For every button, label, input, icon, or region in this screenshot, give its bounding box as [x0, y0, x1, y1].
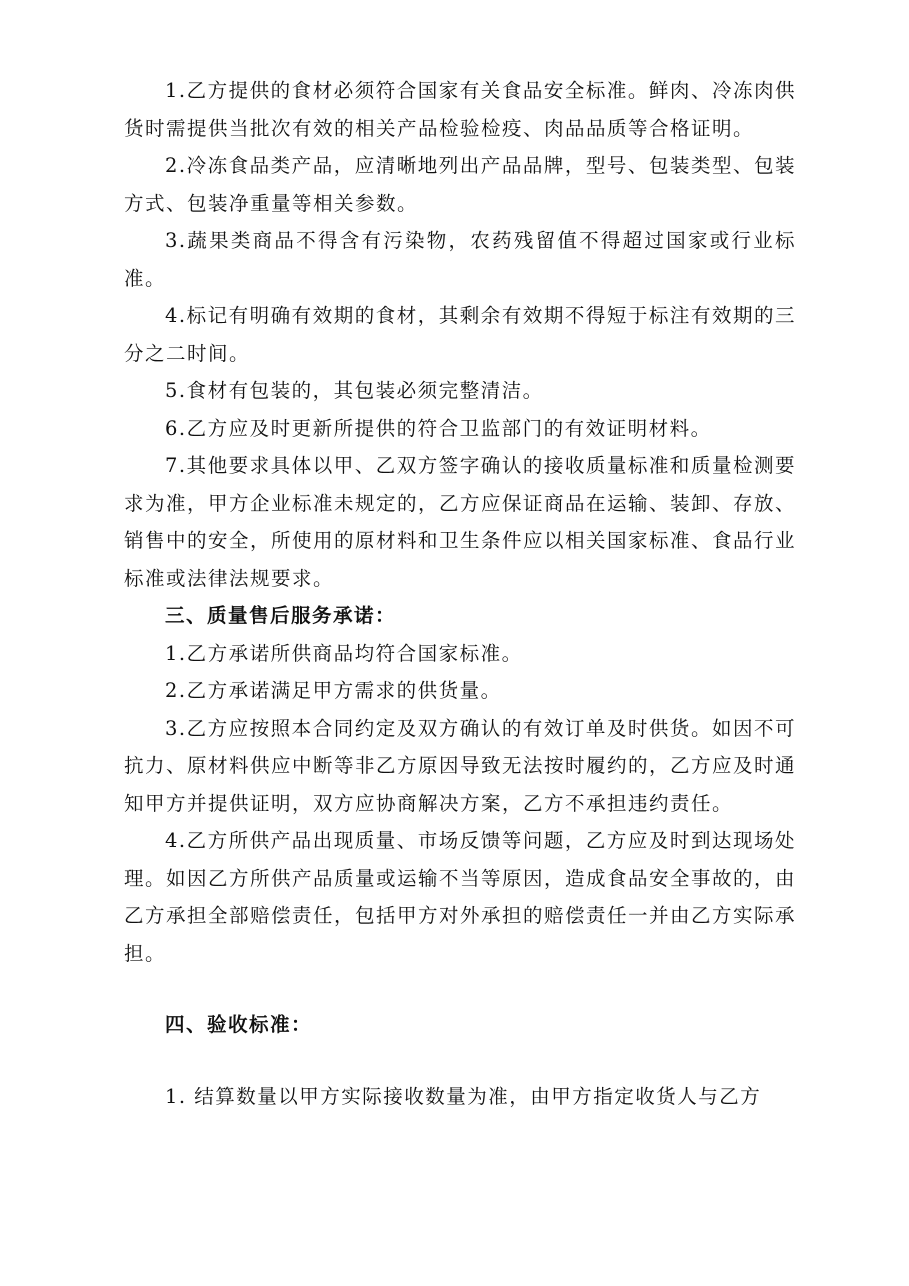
section2-item-6: 6.乙方应及时更新所提供的符合卫监部门的有效证明材料。 [165, 416, 712, 440]
section4-heading: 四、验收标准： [165, 1013, 313, 1036]
section3-item-2: 2.乙方承诺满足甲方需求的供货量。 [165, 679, 502, 702]
section3-item-1: 1.乙方承诺所供商品均符合国家标准。 [165, 641, 523, 665]
section3-heading: 三、质量售后服务承诺： [165, 604, 397, 627]
section2-item-4: 4.标记有明确有效期的食材，其剩余有效期不得短于标注有效期的三分之二时间。 [124, 304, 796, 365]
section3-item-4: 4.乙方所供产品出现质量、市场反馈等问题，乙方应及时到达现场处理。如因乙方所供产品质量或运输不当等原因，造成食品安全事故的，由乙方承担全部赔偿责任，包括甲方对外承担的赔偿责任一并由乙方实际承担。 [124, 829, 797, 965]
section2-item-1: 1.乙方提供的食材必须符合国家有关食品安全标准。鲜肉、冷冻肉供货时需提供当批次有效的相关产品检验检疫、肉品品质等合格证明。 [124, 79, 796, 140]
section2-item-3: 3.蔬果类商品不得含有污染物，农药残留值不得超过国家或行业标准。 [124, 229, 796, 290]
section4-item-1: 1. 结算数量以甲方实际接收数量为准，由甲方指定收货人与乙方 [165, 1084, 762, 1108]
section2-item-2: 2.冷冻食品类产品，应清晰地列出产品品牌，型号、包装类型、包装方式、包装净重量等相关参数。 [124, 154, 796, 215]
document-page [124, 72, 796, 1115]
section2-item-7: 7.其他要求具体以甲、乙双方签字确认的接收质量标准和质量检测要求为准，甲方企业标准未规定的，乙方应保证商品在运输、装卸、存放、销售中的安全，所使用的原材料和卫生条件应以相关国家标准、食品行业标准或法律法规要求。 [124, 454, 797, 590]
section3-item-3: 3.乙方应按照本合同约定及双方确认的有效订单及时供货。如因不可抗力、原材料供应中断等非乙方原因导致无法按时履约的，乙方应及时通知甲方并提供证明，双方应协商解决方案，乙方不承担违约责任。 [124, 716, 797, 815]
section2-item-5: 5.食材有包装的，其包装必须完整清洁。 [165, 379, 544, 402]
